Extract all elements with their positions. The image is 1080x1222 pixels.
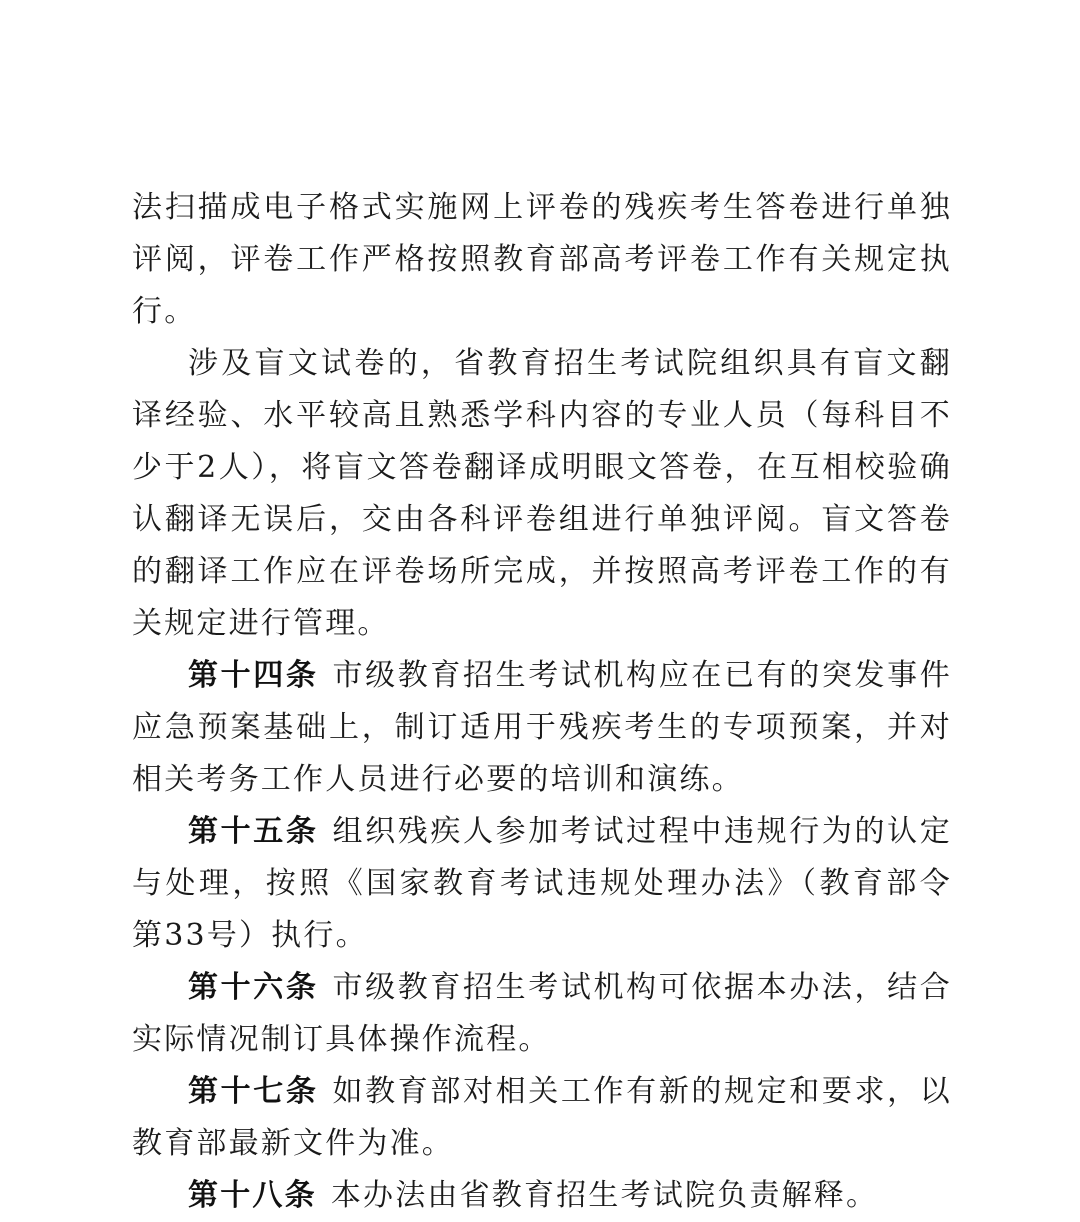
article-title: 第十五条 (188, 814, 319, 849)
article-17 (132, 1066, 952, 1170)
article-text: 如教育部对相关工作有新的规定和要求，以教育部最新文件为准。 (132, 1074, 952, 1161)
article-title: 第十八条 (188, 1178, 317, 1213)
paragraph-continuation (132, 182, 952, 338)
paragraph-text: 涉及盲文试卷的，省教育招生考试院组织具有盲文翻译经验、水平较高且熟悉学科内容的专业人员（每科目不少于2人），将盲文答卷翻译成明眼文答卷，在互相校验确认翻译无误后，交由各科评卷组进行单独评阅。盲文答卷的翻译工作应在评卷场所完成，并按照高考评卷工作的有关规定进行管理。 (132, 346, 952, 641)
paragraph-braille (132, 338, 952, 650)
article-title: 第十七条 (188, 1074, 319, 1109)
paragraph-text: 法扫描成电子格式实施网上评卷的残疾考生答卷进行单独评阅，评卷工作严格按照教育部高考评卷工作有关规定执行。 (132, 190, 952, 329)
article-text: 市级教育招生考试机构可依据本办法，结合实际情况制订具体操作流程。 (132, 970, 952, 1057)
article-text: 市级教育招生考试机构应在已有的突发事件应急预案基础上，制订适用于残疾考生的专项预案，并对相关考务工作人员进行必要的培训和演练。 (132, 658, 952, 797)
article-title: 第十四条 (188, 658, 319, 693)
article-14 (132, 650, 952, 806)
article-18 (132, 1170, 952, 1222)
article-text: 组织残疾人参加考试过程中违规行为的认定与处理，按照《国家教育考试违规处理办法》（教育部令第33号）执行。 (132, 814, 952, 953)
article-16 (132, 962, 952, 1066)
article-15 (132, 806, 952, 962)
article-title: 第十六条 (188, 970, 319, 1005)
document-body (132, 182, 952, 1222)
article-text: 本办法由省教育招生考试院负责解释。 (330, 1178, 879, 1213)
